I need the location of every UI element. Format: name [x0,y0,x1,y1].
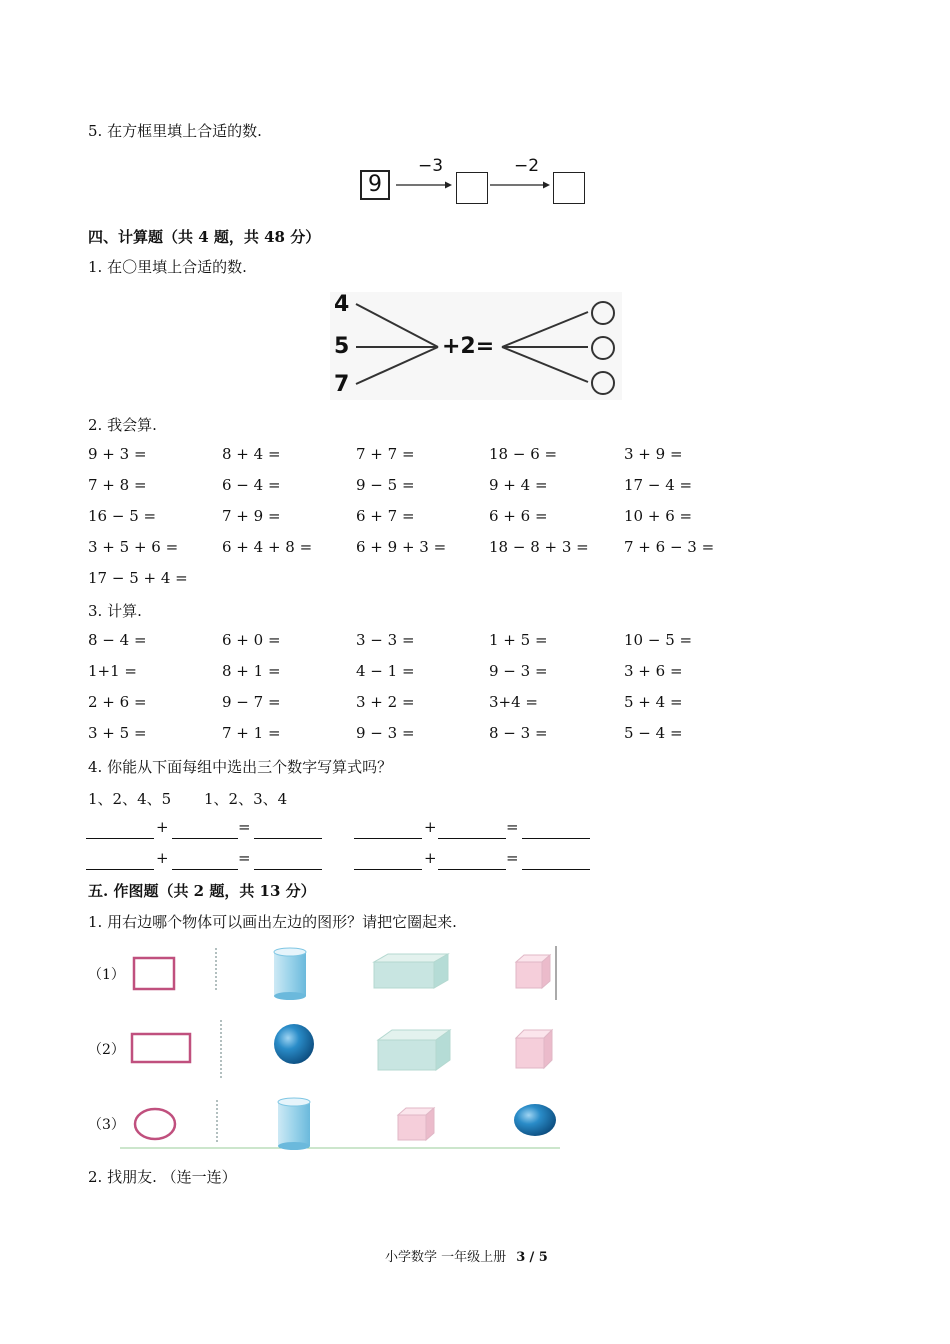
row-label-1: （1） [88,967,125,983]
blank[interactable] [254,849,322,870]
expression: 7 + 6 − 3 = [624,538,715,556]
footer: 小学数学 一年级上册 3 / 5 [385,1250,548,1265]
plus-two-equals: +2= [442,334,495,359]
expression: 6 + 9 + 3 = [356,538,447,556]
s4-q4-title: 4. 你能从下面每组中选出三个数字写算式吗？ [88,758,393,776]
input-5: 5 [334,334,350,359]
equation-line-2 [86,849,606,873]
expression: 3 + 6 = [624,662,683,680]
sphere-shape-2 [514,1104,556,1136]
blank[interactable] [354,849,422,870]
expression: 8 + 1 = [222,662,281,680]
q5-title: 5. 在方框里填上合适的数. [88,122,262,140]
expression: 3 + 5 = [88,724,147,742]
input-7: 7 [334,372,350,397]
minus-two-label: −2 [514,156,540,176]
cube-shape-1 [516,955,550,988]
equals-sign: = [506,849,519,867]
minus-three-label: −3 [418,156,444,176]
s5-q1-title: 1. 用右边哪个物体可以画出左边的图形？请把它圈起来. [88,913,457,931]
fan-diagram [330,292,622,400]
plus-sign: + [156,818,169,836]
expression: 6 + 6 = [489,507,548,525]
arrow-chain-diagram [360,156,590,208]
expression: 1 + 5 = [489,631,548,649]
s4-q1-title: 1. 在〇里填上合适的数. [88,258,247,276]
expression: 9 + 3 = [88,445,147,463]
input-4: 4 [334,292,350,317]
expression: 7 + 7 = [356,445,415,463]
plus-sign: + [424,818,437,836]
answer-box-1[interactable] [456,172,488,204]
fan-lines [330,292,622,400]
expression: 10 + 6 = [624,507,693,525]
shape-matching-figure [88,940,568,1155]
blank[interactable] [254,818,322,839]
expression: 9 − 7 = [222,693,281,711]
blank[interactable] [438,818,506,839]
expression: 6 + 4 + 8 = [222,538,313,556]
oval-outline-shape [135,1109,175,1139]
expression: 6 − 4 = [222,476,281,494]
expression: 8 + 4 = [222,445,281,463]
expression: 8 − 4 = [88,631,147,649]
expression: 8 − 3 = [489,724,548,742]
expression: 3 + 2 = [356,693,415,711]
answer-circle-2[interactable] [591,336,615,360]
expression: 9 − 3 = [356,724,415,742]
answer-box-2[interactable] [553,172,585,204]
expression: 17 − 4 = [624,476,693,494]
equation-line-1 [86,818,606,842]
blank[interactable] [86,818,154,839]
expression: 5 − 4 = [624,724,683,742]
square-outline-shape [134,958,174,989]
plus-sign: + [424,849,437,867]
expression: 2 + 6 = [88,693,147,711]
expression: 6 + 7 = [356,507,415,525]
s4-q3-title: 3. 计算. [88,602,142,620]
s4-q2-title: 2. 我会算. [88,416,157,434]
expression: 10 − 5 = [624,631,693,649]
page-number: 3 [516,1250,526,1265]
s5-q2-title: 2. 找朋友. （连一连） [88,1168,237,1186]
answer-circle-1[interactable] [591,301,615,325]
expression: 6 + 0 = [222,631,281,649]
expression: 1+1 = [88,662,137,680]
cuboid-shape-1 [374,954,448,988]
expression: 9 − 3 = [489,662,548,680]
cube-shape-3 [398,1108,434,1140]
footer-text: 小学数学 一年级上册 [385,1250,507,1265]
plus-sign: + [156,849,169,867]
blank[interactable] [438,849,506,870]
number-group-2: 1、2、3、4 [204,790,288,808]
expression: 7 + 1 = [222,724,281,742]
expression: 17 − 5 + 4 = [88,569,188,587]
blank[interactable] [354,818,422,839]
expression: 3 + 9 = [624,445,683,463]
number-group-1: 1、2、4、5 [88,790,172,808]
expression: 18 − 8 + 3 = [489,538,589,556]
row-label-2: （2） [88,1042,125,1058]
rectangle-outline-shape [132,1034,190,1062]
equals-sign: = [238,818,251,836]
answer-circle-3[interactable] [591,371,615,395]
expression: 7 + 9 = [222,507,281,525]
row-label-3: （3） [88,1117,125,1133]
expression: 7 + 8 = [88,476,147,494]
cylinder-shape-2 [278,1098,310,1150]
sphere-shape-1 [274,1024,314,1064]
shapes-svg [88,940,568,1155]
expression: 3+4 = [489,693,538,711]
expression: 4 − 1 = [356,662,415,680]
cylinder-shape-1 [274,948,306,1000]
section5-heading: 五. 作图题（共 2 题，共 13 分） [88,882,316,900]
expression: 9 − 5 = [356,476,415,494]
blank[interactable] [172,849,238,870]
cuboid-shape-2 [378,1030,450,1070]
blank[interactable] [86,849,154,870]
blank[interactable] [522,818,590,839]
equals-sign: = [506,818,519,836]
start-number-box: 9 [360,170,390,200]
equals-sign: = [238,849,251,867]
section4-heading: 四、计算题（共 4 题，共 48 分） [88,228,321,246]
expression: 18 − 6 = [489,445,558,463]
expression: 3 + 5 + 6 = [88,538,179,556]
expression: 5 + 4 = [624,693,683,711]
page-total: 5 [538,1250,548,1265]
cube-shape-2 [516,1030,552,1068]
expression: 3 − 3 = [356,631,415,649]
blank[interactable] [522,849,590,870]
expression: 9 + 4 = [489,476,548,494]
expression: 16 − 5 = [88,507,157,525]
blank[interactable] [172,818,238,839]
